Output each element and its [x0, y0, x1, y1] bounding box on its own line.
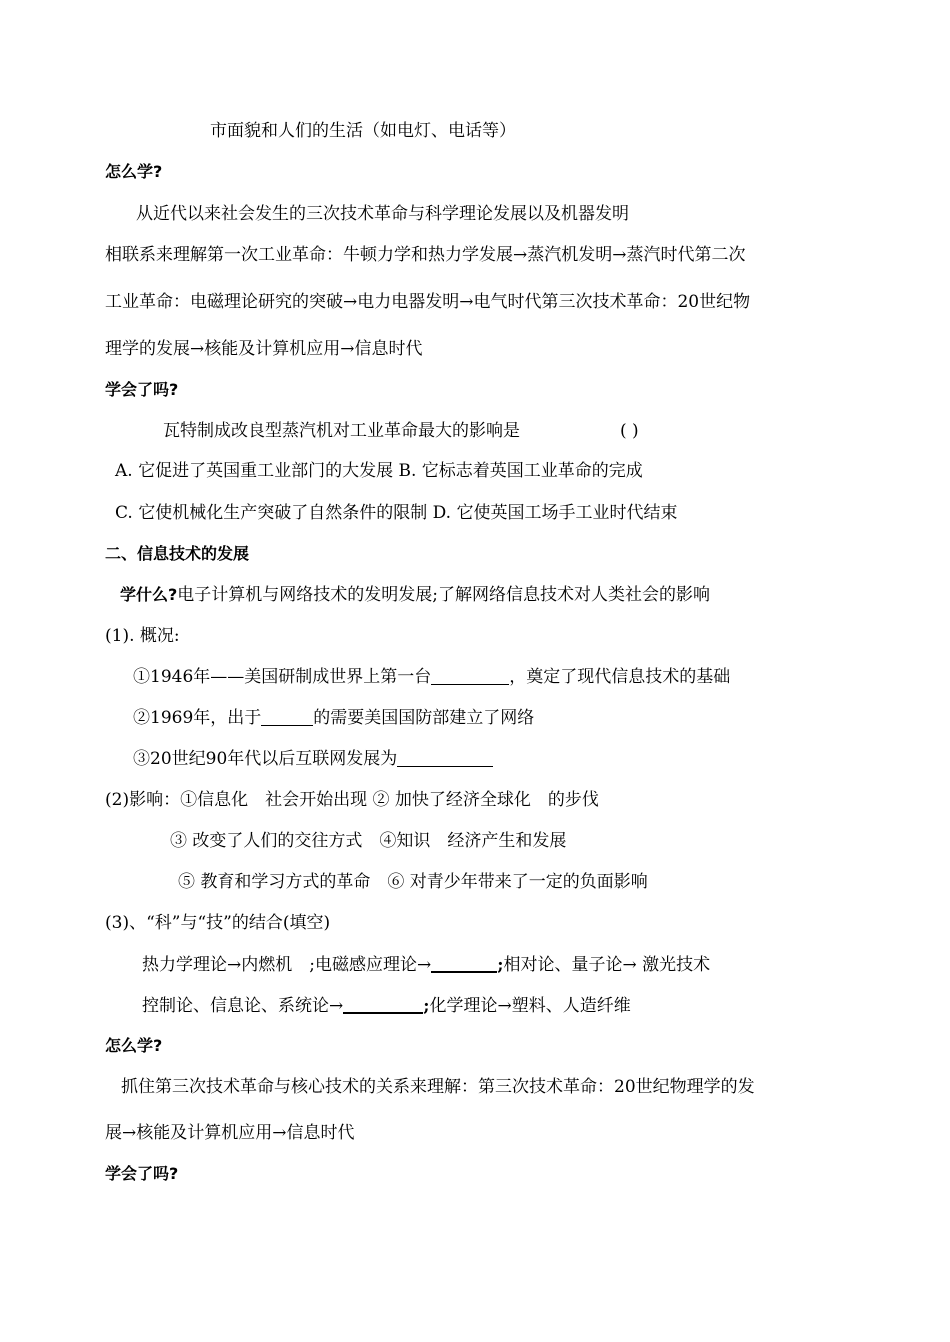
overview-item-2 — [133, 707, 534, 729]
learn-what-text: 电子计算机与网络技术的发明发展;了解网络信息技术对人类社会的影响 — [177, 585, 711, 605]
options-c-d: C. 它使机械化生产突破了自然条件的限制 D. 它使英国工场手工业时代结束 — [115, 503, 678, 523]
fill-blank[interactable] — [431, 666, 509, 685]
sci-tech-line-2 — [142, 994, 631, 1017]
fill-blank[interactable] — [261, 707, 313, 726]
heading-how-to-learn: 怎么学? — [105, 1036, 163, 1055]
options-a-b: A. 它促进了英国重工业部门的大发展 B. 它标志着英国工业革命的完成 — [115, 461, 643, 481]
overview-item-1-tail: ，奠定了现代信息技术的基础 — [509, 667, 731, 687]
sci-tech-line-1-tail: 相对论、量子论→ 激光技术 — [503, 955, 711, 975]
overview-item-1-text: ①1946年——美国研制成世界上第一台 — [133, 667, 432, 687]
sci-tech-line-1-text: 热力学理论→内燃机 ;电磁感应理论→ — [142, 955, 432, 975]
learn-what-line — [120, 584, 710, 606]
overview-item-1 — [133, 666, 730, 688]
semicolon: ; — [423, 996, 430, 1016]
paragraph-line: 从近代以来社会发生的三次技术革命与科学理论发展以及机器发明 — [136, 204, 629, 224]
sci-tech-heading: (3)、“科”与“技”的结合(填空) — [105, 913, 331, 933]
paragraph-line: 工业革命：电磁理论研究的突破→电力电器发明→电气时代第三次技术革命：20世纪物 — [105, 292, 751, 312]
overview-item-2-text: ②1969年，出于 — [133, 708, 262, 728]
learn-what-label: 学什么? — [120, 585, 178, 604]
section-heading: 二、信息技术的发展 — [105, 544, 250, 563]
answer-parentheses: ( ) — [620, 421, 639, 441]
fill-blank[interactable] — [343, 994, 423, 1014]
sci-tech-line-2-text: 控制论、信息论、系统论→ — [142, 996, 344, 1016]
impact-line-1: (2)影响：①信息化 社会开始出现 ② 加快了经济全球化 的步伐 — [105, 790, 599, 810]
sci-tech-line-1 — [142, 953, 710, 976]
impact-line-3: ⑤ 教育和学习方式的革命 ⑥ 对青少年带来了一定的负面影响 — [178, 872, 648, 892]
semicolon: ; — [497, 955, 504, 975]
overview-item-3 — [133, 748, 493, 770]
paragraph-line: 抓住第三次技术革命与核心技术的关系来理解：第三次技术革命：20世纪物理学的发 — [121, 1077, 755, 1097]
impact-line-2: ③ 改变了人们的交往方式 ④知识 经济产生和发展 — [170, 831, 567, 851]
paragraph-line: 展→核能及计算机应用→信息时代 — [105, 1123, 355, 1143]
overview-item-3-text: ③20世纪90年代以后互联网发展为 — [133, 749, 398, 769]
sci-tech-line-2-tail: 化学理论→塑料、人造纤维 — [429, 996, 631, 1016]
overview-item-2-tail: 的需要美国国防部建立了网络 — [313, 708, 535, 728]
question-text: 瓦特制成改良型蒸汽机对工业革命最大的影响是 — [163, 421, 520, 441]
fill-blank[interactable] — [431, 953, 497, 973]
heading-learned: 学会了吗? — [105, 380, 179, 399]
text-line: 市面貌和人们的生活（如电灯、电话等） — [210, 121, 516, 141]
fill-blank[interactable] — [397, 748, 493, 767]
paragraph-line: 相联系来理解第一次工业革命：牛顿力学和热力学发展→蒸汽机发明→蒸汽时代第二次 — [105, 245, 746, 265]
paragraph-line: 理学的发展→核能及计算机应用→信息时代 — [105, 339, 423, 359]
heading-how-to-learn: 怎么学? — [105, 162, 163, 181]
heading-learned: 学会了吗? — [105, 1164, 179, 1183]
overview-label: (1). 概况: — [105, 626, 180, 646]
